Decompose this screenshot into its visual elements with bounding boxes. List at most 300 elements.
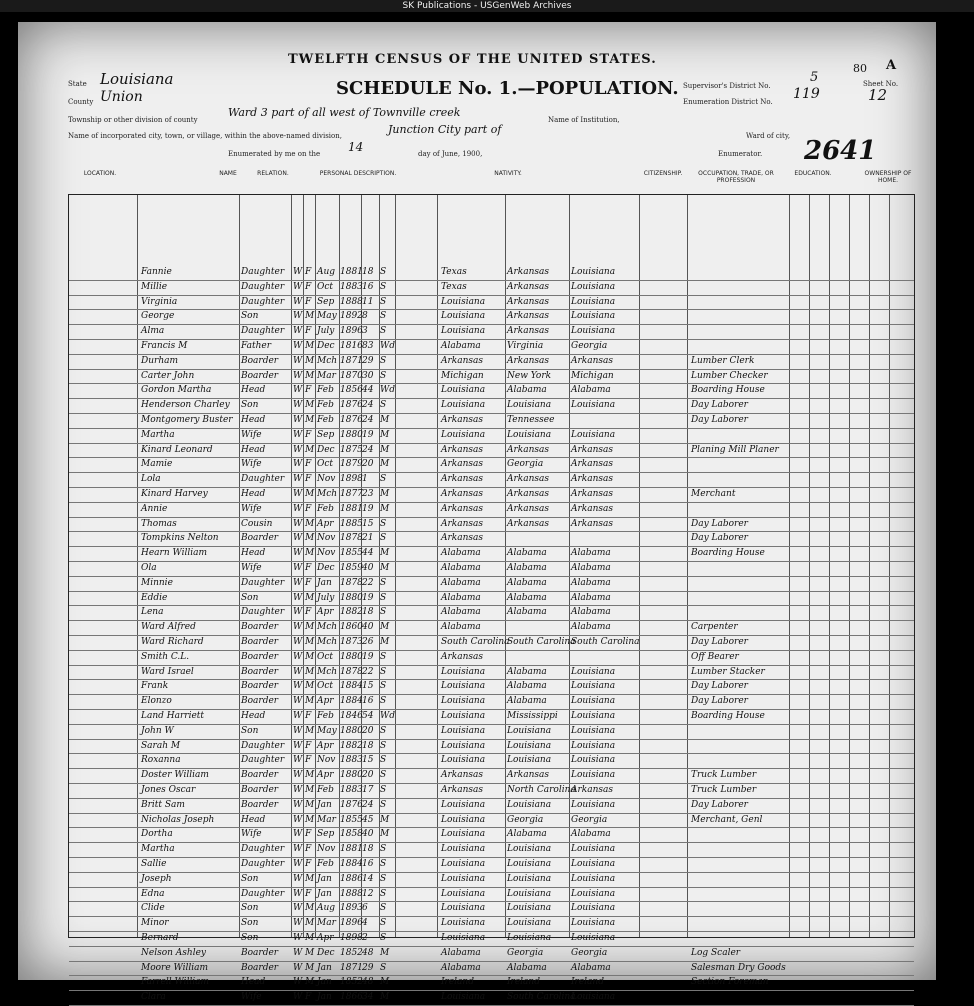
birth-year-cell: 1883 bbox=[340, 785, 363, 795]
color-cell: W bbox=[293, 711, 303, 721]
relation-cell: Head bbox=[241, 415, 266, 425]
census-row bbox=[69, 694, 914, 710]
sex-cell: F bbox=[305, 755, 312, 766]
age-cell: 40 bbox=[362, 622, 374, 633]
age-cell: 40 bbox=[362, 829, 374, 840]
mother-birthplace-cell: Alabama bbox=[571, 385, 611, 396]
birth-year-cell: 1893 bbox=[340, 903, 363, 914]
father-birthplace-cell: Alabama bbox=[507, 696, 547, 707]
census-row bbox=[69, 561, 914, 577]
occupation-cell bbox=[691, 827, 787, 842]
birth-year-cell: 1871 bbox=[340, 962, 363, 973]
father-birthplace-cell: Arkansas bbox=[507, 474, 550, 485]
person-name-cell: Martha bbox=[141, 844, 175, 855]
occupation-cell bbox=[691, 472, 787, 487]
color-cell: W bbox=[293, 474, 303, 485]
relation-cell: Head bbox=[241, 548, 266, 559]
relation-cell: Head bbox=[241, 489, 266, 499]
birth-month-cell: Jan bbox=[317, 799, 332, 810]
sex-cell: F bbox=[305, 459, 312, 470]
color-cell: W bbox=[293, 518, 303, 529]
age-cell: 22 bbox=[362, 577, 374, 588]
person-name-cell: Henderson Charley bbox=[141, 400, 230, 411]
birth-month-cell: Jan bbox=[317, 873, 332, 884]
person-name-cell: Annie bbox=[141, 503, 168, 514]
age-cell: 19 bbox=[362, 651, 374, 662]
birth-month-cell: Dec bbox=[317, 341, 335, 351]
occupation-cell: Truck Lumber bbox=[691, 770, 757, 781]
person-name-cell: Roxanna bbox=[141, 755, 181, 766]
father-birthplace-cell: Louisiana bbox=[507, 933, 552, 943]
birth-month-cell: Oct bbox=[317, 459, 334, 470]
occupation-cell: Day Laborer bbox=[691, 533, 748, 544]
birth-month-cell: Mar bbox=[317, 918, 336, 929]
birth-month-cell: May bbox=[317, 725, 337, 736]
birth-year-cell: 1846 bbox=[340, 711, 363, 721]
birthplace-cell: Louisiana bbox=[441, 933, 486, 943]
birth-year-cell: 1884 bbox=[340, 859, 363, 869]
birth-month-cell: Feb bbox=[317, 400, 334, 411]
mother-birthplace-cell: Alabama bbox=[571, 592, 611, 603]
sex-cell: M bbox=[305, 355, 315, 366]
age-cell: 30 bbox=[362, 370, 374, 381]
marital-status-cell: Wd bbox=[380, 711, 396, 721]
color-cell: W bbox=[293, 799, 303, 810]
census-row bbox=[69, 857, 914, 873]
color-cell: W bbox=[293, 459, 303, 470]
birth-month-cell: July bbox=[317, 326, 335, 337]
birth-year-cell: 1876 bbox=[340, 400, 363, 411]
mother-birthplace-cell: Louisiana bbox=[571, 696, 616, 707]
marital-status-cell: S bbox=[380, 918, 387, 929]
marital-status-cell: S bbox=[380, 725, 387, 736]
occupation-cell: Boarding House bbox=[691, 385, 765, 396]
father-birthplace-cell: Alabama bbox=[507, 563, 547, 573]
census-row bbox=[69, 901, 914, 917]
birth-year-cell: 1896 bbox=[340, 326, 363, 337]
color-cell: W bbox=[293, 785, 303, 795]
census-row bbox=[69, 383, 914, 399]
mother-birthplace-cell: Louisiana bbox=[571, 799, 616, 810]
birth-year-cell: 1881 bbox=[340, 844, 363, 855]
father-birthplace-cell: Alabama bbox=[507, 577, 547, 588]
relation-cell: Daughter bbox=[241, 577, 285, 588]
birth-year-cell: 1880 bbox=[340, 770, 363, 781]
census-row bbox=[69, 546, 914, 562]
birthplace-cell: Arkansas bbox=[441, 518, 484, 529]
color-cell: W bbox=[293, 903, 303, 914]
sex-cell: M bbox=[305, 696, 315, 707]
col-name: NAME bbox=[219, 170, 237, 177]
relation-cell: Head bbox=[241, 711, 266, 721]
marital-status-cell: M bbox=[380, 814, 390, 825]
col-education: EDUCATION. bbox=[794, 170, 832, 177]
census-row bbox=[69, 324, 914, 340]
marital-status-cell: S bbox=[380, 651, 387, 662]
birthplace-cell: Louisiana bbox=[441, 400, 486, 411]
color-cell: W bbox=[293, 740, 303, 751]
color-cell: W bbox=[293, 681, 303, 692]
mother-birthplace-cell: Arkansas bbox=[571, 459, 614, 470]
census-row bbox=[69, 354, 914, 370]
relation-cell: Daughter bbox=[241, 607, 285, 618]
person-name-cell: Frank bbox=[141, 681, 169, 692]
sex-cell: M bbox=[305, 548, 315, 559]
father-birthplace-cell: Arkansas bbox=[507, 355, 550, 366]
occupation-cell bbox=[691, 901, 787, 916]
father-birthplace-cell: Alabama bbox=[507, 962, 547, 973]
birthplace-cell: Louisiana bbox=[441, 326, 486, 337]
mother-birthplace-cell: Louisiana bbox=[571, 326, 616, 337]
sheet-label: Sheet No. bbox=[863, 80, 899, 88]
occupation-cell bbox=[691, 265, 787, 280]
father-birthplace-cell: Louisiana bbox=[507, 755, 552, 766]
person-name-cell: Ward Israel bbox=[141, 666, 194, 677]
schedule-title: SCHEDULE No. 1.—POPULATION. bbox=[336, 78, 679, 99]
occupation-cell bbox=[691, 324, 787, 339]
marital-status-cell: M bbox=[380, 429, 390, 440]
marital-status-cell: S bbox=[380, 844, 387, 855]
enumerator-label: Enumerator. bbox=[718, 150, 763, 158]
father-birthplace-cell: Arkansas bbox=[507, 281, 550, 292]
relation-cell: Head bbox=[241, 814, 266, 825]
occupation-cell bbox=[691, 931, 787, 946]
census-row bbox=[69, 827, 914, 843]
birth-month-cell: Mch bbox=[317, 355, 338, 366]
person-name-cell: Dortha bbox=[141, 829, 173, 840]
person-name-cell: Bernard bbox=[141, 933, 179, 943]
mother-birthplace-cell: Alabama bbox=[571, 607, 611, 618]
stamp-number: 2641 bbox=[804, 136, 877, 166]
father-birthplace-cell: Alabama bbox=[507, 681, 547, 692]
marital-status-cell: M bbox=[380, 548, 390, 559]
occupation-cell bbox=[691, 428, 787, 443]
sex-cell: M bbox=[305, 814, 315, 825]
marital-status-cell: S bbox=[380, 311, 387, 322]
marital-status-cell: Wd bbox=[380, 341, 396, 351]
census-row bbox=[69, 443, 914, 459]
color-cell: W bbox=[293, 888, 303, 899]
age-cell: 26 bbox=[362, 637, 374, 647]
birthplace-cell: Louisiana bbox=[441, 992, 486, 1003]
birth-month-cell: Feb bbox=[317, 415, 334, 425]
sex-cell: F bbox=[305, 429, 312, 440]
marital-status-cell: S bbox=[380, 740, 387, 751]
census-row bbox=[69, 620, 914, 636]
occupation-cell: Merchant bbox=[691, 489, 736, 499]
relation-cell: Daughter bbox=[241, 888, 285, 899]
person-name-cell: Thomas bbox=[141, 518, 177, 529]
birth-month-cell: Mar bbox=[317, 814, 336, 825]
marital-status-cell: S bbox=[380, 400, 387, 411]
mother-birthplace-cell: Louisiana bbox=[571, 770, 616, 781]
color-cell: W bbox=[293, 770, 303, 781]
birthplace-cell: Louisiana bbox=[441, 740, 486, 751]
marital-status-cell: S bbox=[380, 873, 387, 884]
mother-birthplace-cell: Georgia bbox=[571, 947, 608, 958]
occupation-cell bbox=[691, 576, 787, 591]
birth-month-cell: Feb bbox=[317, 503, 334, 514]
person-name-cell: Ola bbox=[141, 563, 157, 573]
birthplace-cell: Arkansas bbox=[441, 415, 484, 425]
occupation-cell bbox=[691, 457, 787, 472]
father-birthplace-cell: Arkansas bbox=[507, 518, 550, 529]
age-cell: 20 bbox=[362, 725, 374, 736]
sex-cell: M bbox=[305, 770, 315, 781]
age-cell: 20 bbox=[362, 459, 374, 470]
marital-status-cell: S bbox=[380, 859, 387, 869]
occupation-cell bbox=[691, 561, 787, 576]
enumerated-day: 14 bbox=[348, 140, 364, 154]
marital-status-cell: S bbox=[380, 666, 387, 677]
birthplace-cell: Arkansas bbox=[441, 785, 484, 795]
person-name-cell: Jones Oscar bbox=[141, 785, 196, 795]
occupation-cell: Off Bearer bbox=[691, 651, 739, 662]
birth-year-cell: 1876 bbox=[340, 415, 363, 425]
marital-status-cell: M bbox=[380, 415, 390, 425]
census-row bbox=[69, 665, 914, 681]
father-birthplace-cell: Louisiana bbox=[507, 740, 552, 751]
birthplace-cell: Texas bbox=[441, 281, 467, 292]
person-name-cell: Lena bbox=[141, 607, 164, 618]
birth-year-cell: 1852 bbox=[340, 977, 363, 988]
birth-month-cell: Nov bbox=[317, 533, 336, 544]
census-row bbox=[69, 502, 914, 518]
father-birthplace-cell: Louisiana bbox=[507, 799, 552, 810]
father-birthplace-cell: Virginia bbox=[507, 341, 544, 351]
birth-year-cell: 1888 bbox=[340, 888, 363, 899]
age-cell: 44 bbox=[362, 385, 374, 396]
census-row bbox=[69, 679, 914, 695]
relation-cell: Son bbox=[241, 400, 259, 411]
relation-cell: Father bbox=[241, 341, 272, 351]
occupation-cell: Day Laborer bbox=[691, 799, 748, 810]
birthplace-cell: South Carolina bbox=[441, 637, 510, 647]
sex-cell: M bbox=[305, 873, 315, 884]
occupation-cell: Salesman Dry Goods bbox=[691, 962, 786, 973]
birthplace-cell: Arkansas bbox=[441, 503, 484, 514]
sex-cell: F bbox=[305, 267, 312, 277]
marital-status-cell: S bbox=[380, 933, 387, 943]
birth-month-cell: Feb bbox=[317, 785, 334, 795]
birthplace-cell: Louisiana bbox=[441, 903, 486, 914]
marital-status-cell: S bbox=[380, 592, 387, 603]
birth-year-cell: 1883 bbox=[340, 755, 363, 766]
age-cell: 14 bbox=[362, 873, 374, 884]
sex-cell: F bbox=[305, 563, 312, 573]
marital-status-cell: M bbox=[380, 637, 390, 647]
mother-birthplace-cell: Louisiana bbox=[571, 400, 616, 411]
col-occupation: OCCUPATION, TRADE, OR PROFESSION bbox=[698, 170, 774, 184]
sex-cell: M bbox=[305, 341, 315, 351]
birth-year-cell: 1880 bbox=[340, 651, 363, 662]
mother-birthplace-cell: Louisiana bbox=[571, 755, 616, 766]
birthplace-cell: Louisiana bbox=[441, 296, 486, 307]
birth-month-cell: Dec bbox=[317, 563, 335, 573]
enumeration-label: Enumeration District No. bbox=[683, 98, 773, 106]
sex-cell: F bbox=[305, 607, 312, 618]
color-cell: W bbox=[293, 696, 303, 707]
occupation-cell: Day Laborer bbox=[691, 637, 748, 647]
age-cell: 19 bbox=[362, 592, 374, 603]
relation-cell: Daughter bbox=[241, 296, 285, 307]
person-name-cell: Britt Sam bbox=[141, 799, 185, 810]
ward-label: Ward of city, bbox=[746, 132, 791, 140]
birth-year-cell: 1852 bbox=[340, 947, 363, 958]
person-name-cell: George bbox=[141, 311, 175, 322]
person-name-cell: Nelson Ashley bbox=[141, 947, 206, 958]
birthplace-cell: Louisiana bbox=[441, 681, 486, 692]
color-cell: W bbox=[293, 400, 303, 411]
birthplace-cell: Louisiana bbox=[441, 814, 486, 825]
person-name-cell: Virginia bbox=[141, 296, 178, 307]
father-birthplace-cell: Georgia bbox=[507, 947, 544, 958]
birth-year-cell: 1882 bbox=[340, 740, 363, 751]
marital-status-cell: M bbox=[380, 563, 390, 573]
relation-cell: Boarder bbox=[241, 962, 279, 973]
sex-cell: F bbox=[305, 859, 312, 869]
sex-cell: M bbox=[305, 400, 315, 411]
relation-cell: Daughter bbox=[241, 474, 285, 485]
census-row bbox=[69, 309, 914, 325]
color-cell: W bbox=[293, 637, 303, 647]
person-name-cell: John W bbox=[141, 725, 174, 736]
age-cell: 40 bbox=[362, 563, 374, 573]
relation-cell: Boarder bbox=[241, 696, 279, 707]
person-name-cell: Kinard Leonard bbox=[141, 444, 213, 455]
color-cell: W bbox=[293, 503, 303, 514]
sex-cell: F bbox=[305, 888, 312, 899]
birth-month-cell: Feb bbox=[317, 859, 334, 869]
mother-birthplace-cell: Arkansas bbox=[571, 785, 614, 795]
birth-month-cell: Apr bbox=[317, 933, 334, 943]
age-cell: 45 bbox=[362, 814, 374, 825]
marital-status-cell: M bbox=[380, 503, 390, 514]
birthplace-cell: Arkansas bbox=[441, 770, 484, 781]
color-cell: W bbox=[293, 311, 303, 322]
census-row bbox=[69, 739, 914, 755]
sex-cell: F bbox=[305, 829, 312, 840]
sex-cell: M bbox=[305, 533, 315, 544]
mother-birthplace-cell: Michigan bbox=[571, 370, 614, 381]
birth-year-cell: 1898 bbox=[340, 933, 363, 943]
color-cell: W bbox=[293, 281, 303, 292]
birth-month-cell: Jan bbox=[317, 577, 332, 588]
mother-birthplace-cell: Arkansas bbox=[571, 489, 614, 499]
birth-month-cell: Aug bbox=[317, 903, 336, 914]
birthplace-cell: Louisiana bbox=[441, 711, 486, 721]
occupation-cell: Lumber Stacker bbox=[691, 666, 765, 677]
relation-cell: Son bbox=[241, 311, 259, 322]
person-name-cell: Land Harriett bbox=[141, 711, 205, 721]
mother-birthplace-cell: Louisiana bbox=[571, 873, 616, 884]
census-row bbox=[69, 295, 914, 311]
father-birthplace-cell: South Carolina bbox=[507, 637, 576, 647]
color-cell: W bbox=[293, 607, 303, 618]
state-value: Louisiana bbox=[100, 70, 174, 88]
birthplace-cell: Louisiana bbox=[441, 385, 486, 396]
color-cell: W bbox=[293, 814, 303, 825]
birth-year-cell: 1877 bbox=[340, 489, 363, 499]
census-row bbox=[69, 650, 914, 666]
relation-cell: Wife bbox=[241, 829, 262, 840]
birthplace-cell: Ireland bbox=[441, 977, 474, 988]
birthplace-cell: Louisiana bbox=[441, 799, 486, 810]
age-cell: 15 bbox=[362, 518, 374, 529]
person-name-cell: Minor bbox=[141, 918, 169, 929]
person-name-cell: Mamie bbox=[141, 459, 173, 470]
birthplace-cell: Louisiana bbox=[441, 829, 486, 840]
birth-year-cell: 1880 bbox=[340, 592, 363, 603]
relation-cell: Son bbox=[241, 873, 259, 884]
occupation-cell bbox=[691, 339, 787, 354]
person-name-cell: Montgomery Buster bbox=[141, 415, 233, 425]
relation-cell: Son bbox=[241, 725, 259, 736]
birth-year-cell: 1866 bbox=[340, 992, 363, 1003]
color-cell: W bbox=[293, 533, 303, 544]
sex-cell: M bbox=[305, 785, 315, 795]
marital-status-cell: M bbox=[380, 829, 390, 840]
birth-month-cell: Dec bbox=[317, 444, 335, 455]
mother-birthplace-cell: Arkansas bbox=[571, 518, 614, 529]
birthplace-cell: Alabama bbox=[441, 607, 481, 618]
occupation-cell: Section Foreman bbox=[691, 977, 769, 988]
relation-cell: Head bbox=[241, 444, 266, 455]
marital-status-cell: S bbox=[380, 770, 387, 781]
color-cell: W bbox=[293, 444, 303, 455]
census-grid bbox=[68, 194, 915, 1003]
father-birthplace-cell: Alabama bbox=[507, 385, 547, 396]
township-value: Ward 3 part of all west of Townville creek bbox=[228, 106, 461, 119]
sex-cell: F bbox=[305, 711, 312, 721]
age-cell: 8 bbox=[362, 311, 368, 322]
sex-cell: F bbox=[305, 577, 312, 588]
birth-year-cell: 1876 bbox=[340, 799, 363, 810]
birth-month-cell: Apr bbox=[317, 518, 334, 529]
person-name-cell: Francis M bbox=[141, 341, 188, 351]
color-cell: W bbox=[293, 563, 303, 573]
person-name-cell: Carter John bbox=[141, 370, 195, 381]
color-cell: W bbox=[293, 489, 303, 499]
occupation-cell bbox=[691, 280, 787, 295]
relation-cell: Boarder bbox=[241, 947, 279, 958]
sex-cell: F bbox=[305, 326, 312, 337]
father-birthplace-cell: Louisiana bbox=[507, 918, 552, 929]
birth-month-cell: Sep bbox=[317, 429, 335, 440]
person-name-cell: Millie bbox=[141, 281, 168, 292]
birthplace-cell: Arkansas bbox=[441, 533, 484, 544]
color-cell: W bbox=[293, 962, 303, 973]
father-birthplace-cell: Arkansas bbox=[507, 311, 550, 322]
mother-birthplace-cell: Louisiana bbox=[571, 903, 616, 914]
birth-month-cell: Jan bbox=[317, 977, 332, 988]
birth-month-cell: Jan bbox=[317, 962, 332, 973]
birth-month-cell: Nov bbox=[317, 474, 336, 485]
census-row bbox=[69, 635, 914, 651]
sex-cell: M bbox=[305, 622, 315, 633]
sex-cell: M bbox=[305, 370, 315, 381]
mother-birthplace-cell: Louisiana bbox=[571, 918, 616, 929]
age-cell: 19 bbox=[362, 503, 374, 514]
sex-cell: F bbox=[305, 992, 312, 1003]
birth-year-cell: 1881 bbox=[340, 503, 363, 514]
relation-cell: Boarder bbox=[241, 637, 279, 647]
mother-birthplace-cell: Alabama bbox=[571, 563, 611, 573]
age-cell: 24 bbox=[362, 444, 374, 455]
mother-birthplace-cell: Louisiana bbox=[571, 888, 616, 899]
sex-cell: M bbox=[305, 681, 315, 692]
occupation-cell bbox=[691, 842, 787, 857]
